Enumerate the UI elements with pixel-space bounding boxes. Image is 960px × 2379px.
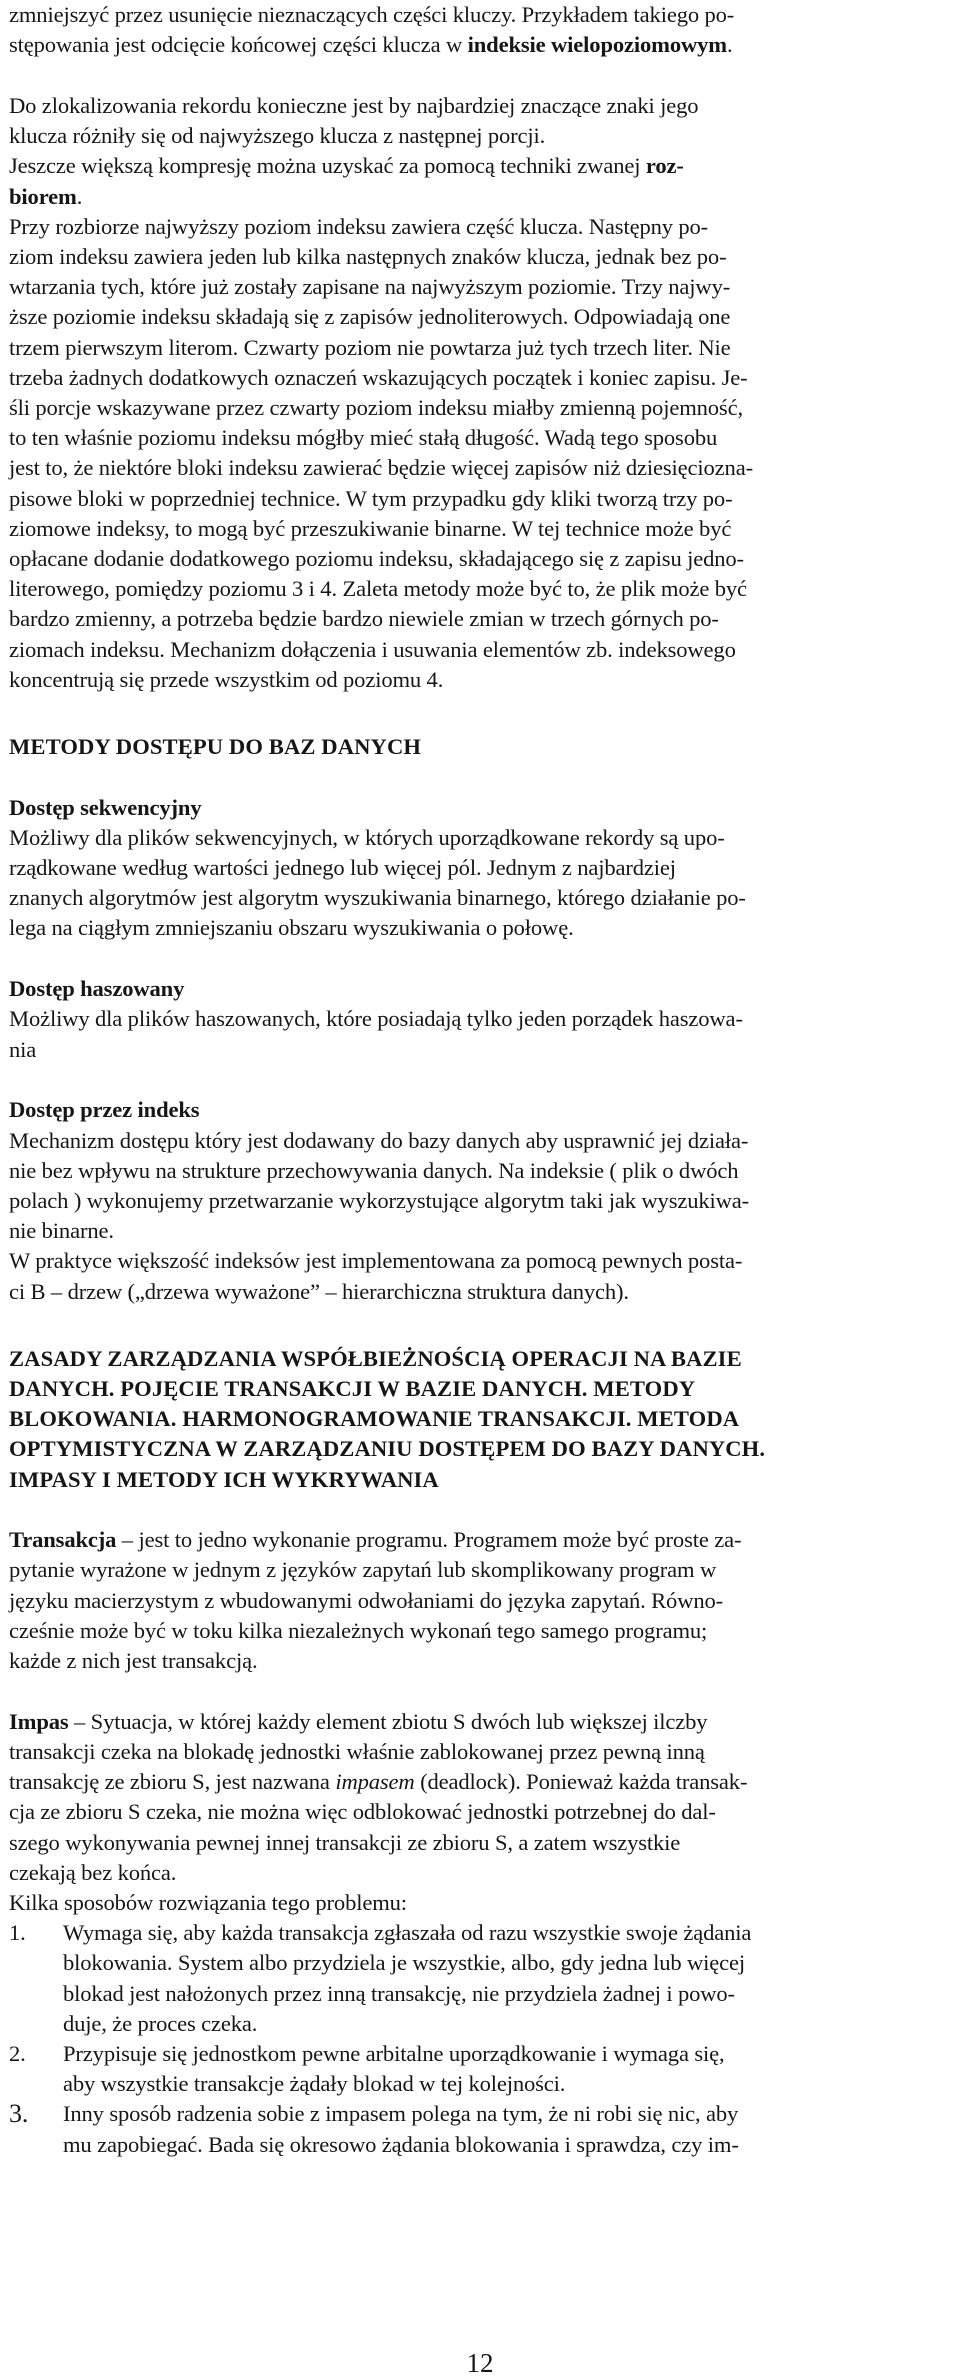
text-line: W praktyce większość indeksów jest implementowana za pomocą pewnych posta- [9, 1248, 743, 1274]
text-line: blokad jest nałożonych przez inną transakcję, nie przydziela żadnej i powo- [63, 1980, 735, 2006]
text-line: bardzo zmienny, a potrzeba będzie bardzo niewiele zmian w trzech górnych po- [9, 606, 719, 632]
text-line [9, 30, 949, 60]
text-line [9, 1767, 949, 1797]
text-line: języku macierzystym z wbudowanymi odwołaniami do języka zapytań. Równo- [9, 1587, 724, 1613]
text-line: jest to, że niektóre bloki indeksu zawierać będzie więcej zapisów niż dziesięciozna- [9, 455, 753, 481]
text-line: trzeba żadnych dodatkowych oznaczeń wskazujących początek i koniec zapisu. Je- [9, 364, 748, 390]
section-heading: IMPASY I METODY ICH WYKRYWANIA [9, 1466, 439, 1492]
text-line: nia [9, 1036, 37, 1062]
text-line: ziomach indeksu. Mechanizm dołączenia i usuwania elementów zb. indeksowego [9, 636, 736, 662]
text-line: Mechanizm dostępu który jest dodawany do bazy danych aby usprawnić jej działa- [9, 1127, 749, 1153]
text-line: to ten właśnie poziomu indeksu mógłby mieć stałą długość. Wadą tego sposobu [9, 425, 718, 451]
text-line: lega na ciągłym zmniejszaniu obszaru wyszukiwania o połowę. [9, 915, 574, 941]
section-heading: METODY DOSTĘPU DO BAZ DANYCH [9, 733, 422, 759]
text-line [9, 182, 949, 212]
text-run: (deadlock). Ponieważ każda transak- [414, 1769, 748, 1795]
section-heading: BLOKOWANIA. HARMONOGRAMOWANIE TRANSAKCJI. METODA [9, 1406, 740, 1432]
section-heading: OPTYMISTYCZNA W ZARZĄDZANIU DOSTĘPEM DO BAZY DANYCH. [9, 1436, 766, 1462]
text-line: wtarzania tych, które już zostały zapisane na najwyższym poziomie. Trzy najwy- [9, 274, 731, 300]
term-impasem: impasem [335, 1769, 415, 1795]
text-line: pytanie wyrażone w jednym z języków zapytań lub skomplikowany program w [9, 1557, 717, 1583]
text-line: Przy rozbiorze najwyższy poziom indeksu zawiera część klucza. Następny po- [9, 213, 709, 239]
text-line: Kilka sposobów rozwiązania tego problemu: [9, 1889, 407, 1915]
term-rozbior: roz- [645, 153, 684, 179]
section-heading: DANYCH. POJĘCIE TRANSAKCJI W BAZIE DANYCH. METODY [9, 1375, 696, 1401]
text-line: nie binarne. [9, 1218, 114, 1244]
text-line: Możliwy dla plików haszowanych, które posiadają tylko jeden porządek haszowa- [9, 1006, 743, 1032]
text-line: cja ze zbioru S czeka, nie można więc odblokować jednostki potrzebnej do dal- [9, 1799, 716, 1825]
text-run: transakcję ze zbioru S, jest nazwana [9, 1769, 336, 1795]
text-line: ższe poziomie indeksu składają się z zapisów jednoliterowych. Odpowiadają one [9, 304, 731, 330]
text-run: – Sytuacja, w której każdy element zbiotu S dwóch lub większej ilczby [68, 1708, 708, 1734]
rozbior-paragraph [9, 91, 949, 695]
section-access-methods [9, 732, 949, 1307]
text-line: pisowe bloki w poprzedniej technice. W tym przypadku gdy kliki tworzą trzy po- [9, 485, 733, 511]
text-line: Możliwy dla plików sekwencyjnych, w których uporządkowane rekordy są upo- [9, 824, 725, 850]
text-line: klucza różniły się od najwyższego klucza z następnej porcji. [9, 123, 546, 149]
page-content [9, 0, 949, 2160]
text-line: ziom indeksu zawiera jeden lub kilka następnych znaków klucza, jednak bez po- [9, 243, 727, 269]
text-line: Wymaga się, aby każda transakcja zgłaszała od razu wszystkie swoje żądania [63, 1920, 752, 1946]
list-item [9, 2099, 949, 2159]
text-line: duje, że proces czeka. [63, 2010, 258, 2036]
text-run: stępowania jest odcięcie końcowej części klucza w [9, 32, 468, 58]
text-line: ci B – drzew („drzewa wyważone” – hierarchiczna struktura danych). [9, 1278, 629, 1304]
term-rozbior: biorem [9, 183, 77, 209]
numbered-list [9, 1918, 949, 2160]
text-line: każde z nich jest transakcją. [9, 1648, 258, 1674]
text-line: Przypisuje się jednostkom pewne arbitalne uporządkowanie i wymaga się, [63, 2040, 725, 2066]
text-run: Jeszcze większą kompresję można uzyskać za pomocą techniki zwanej [9, 153, 646, 179]
term-transakcja: Transakcja [9, 1527, 117, 1553]
text-line: aby wszystkie transakcje żądały blokad w tej kolejności. [63, 2071, 566, 2097]
text-line: zmniejszyć przez usunięcie nieznaczących części kluczy. Przykładem takiego po- [9, 2, 735, 27]
text-line: nie bez wpływu na strukture przechowywania danych. Na indeksie ( plik o dwóch [9, 1157, 739, 1183]
text-line: Do zlokalizowania rekordu konieczne jest by najbardziej znaczące znaki jego [9, 92, 699, 118]
section-heading: ZASADY ZARZĄDZANIA WSPÓŁBIEŻNOŚCIĄ OPERACJI NA BAZIE [9, 1345, 742, 1371]
text-line: rządkowane według wartości jednego lub więcej pól. Jednym z najbardziej [9, 855, 676, 881]
list-number: 3. [9, 2099, 29, 2129]
text-line [9, 1525, 949, 1555]
term-impas: Impas [9, 1708, 69, 1734]
section-concurrency [9, 1344, 949, 2160]
text-line [9, 151, 949, 181]
text-line [9, 1707, 949, 1737]
text-line: polach ) wykonujemy przetwarzanie wykorzystujące algorytm taki jak wyszukiwa- [9, 1187, 750, 1213]
intro-paragraph [9, 0, 949, 60]
text-line: cześnie może być w toku kilka niezależnych wykonań tego samego programu; [9, 1617, 708, 1643]
text-line: szego wykonywania pewnej innej transakcji ze zbioru S, a zatem wszystkie [9, 1829, 681, 1855]
text-line: transakcji czeka na blokadę jednostki właśnie zablokowanej przez pewną inną [9, 1738, 705, 1764]
text-line: ziomowe indeksy, to mogą być przeszukiwanie binarne. W tej technice może być [9, 515, 732, 541]
subsection-title: Dostęp sekwencyjny [9, 794, 202, 820]
text-line: blokowania. System albo przydziela je wszystkie, albo, gdy jedna lub więcej [63, 1950, 746, 1976]
text-line: Inny sposób radzenia sobie z impasem polega na tym, że ni robi się nic, aby [63, 2101, 739, 2127]
text-run: . [76, 183, 83, 209]
list-item [9, 1918, 949, 2039]
text-line: śli porcje wskazywane przez czwarty poziom indeksu miałby zmienną pojemność, [9, 394, 743, 420]
term-indeks-wielopoziomowy: indeksie wielopoziomowym [467, 32, 727, 58]
text-line: mu zapobiegać. Bada się okresowo żądania blokowania i sprawdza, czy im- [63, 2131, 739, 2157]
text-run: . [726, 32, 733, 58]
text-run: – jest to jedno wykonanie programu. Programem może być proste za- [116, 1527, 742, 1553]
text-line: opłacane dodanie dodatkowego poziomu indeksu, składającego się z zapisu jedno- [9, 545, 744, 571]
page-number: 12 [466, 2348, 494, 2378]
subsection-title: Dostęp przez indeks [9, 1097, 200, 1123]
text-line: trzem pierwszym literom. Czwarty poziom nie powtarza już tych trzech liter. Nie [9, 334, 731, 360]
text-line: czekają bez końca. [9, 1859, 177, 1885]
list-number: 2. [9, 2040, 26, 2066]
text-line: znanych algorytmów jest algorytm wyszukiwania binarnego, którego działanie po- [9, 885, 746, 911]
list-item [9, 2039, 949, 2099]
text-line: literowego, pomiędzy poziomu 3 i 4. Zaleta metody może być to, że plik może być [9, 576, 747, 602]
list-number: 1. [9, 1920, 26, 1946]
subsection-title: Dostęp haszowany [9, 976, 185, 1002]
text-line: koncentrują się przede wszystkim od poziomu 4. [9, 666, 444, 692]
